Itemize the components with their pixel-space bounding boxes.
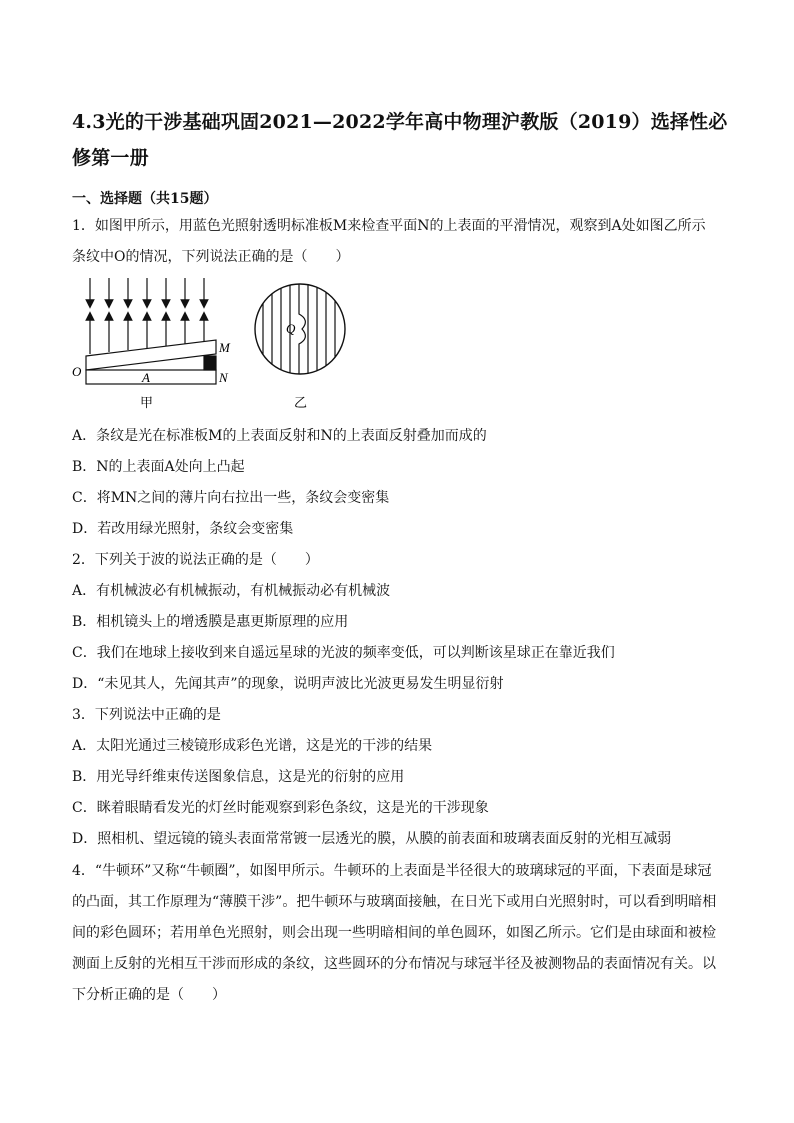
q1-stem-line1: 1．如图甲所示，用蓝色光照射透明标准板M来检查平面N的上表面的平滑情况，观察到A处如图乙所示: [72, 218, 706, 234]
q1-option-b: B．N的上表面A处向上凸起: [72, 459, 245, 475]
q3-option-a: A．太阳光通过三棱镜形成彩色光谱，这是光的干涉的结果: [72, 738, 433, 754]
label-O: O: [72, 364, 82, 379]
q1-figure: [66, 270, 386, 420]
q3-option-d: D．照相机、望远镜的镜头表面常常镀一层透光的膜，从膜的前表面和玻璃表面反射的光相互减弱: [72, 831, 672, 847]
fringe-pattern: [255, 280, 345, 380]
q2-option-b: B．相机镜头上的增透膜是惠更斯原理的应用: [72, 614, 349, 630]
q2-stem: 2．下列关于波的说法正确的是（ ）: [72, 552, 319, 568]
q2-option-a: A．有机械波必有机械振动，有机械振动必有机械波: [72, 583, 391, 599]
section-heading: 一、选择题（共15题）: [72, 191, 218, 207]
q3-option-c: C．眯着眼睛看发光的灯丝时能观察到彩色条纹，这是光的干涉现象: [72, 800, 489, 816]
page-title: 4.3光的干涉基础巩固2021—2022学年高中物理沪教版（2019）选择性必修第一册: [72, 111, 728, 169]
q2-option-c: C．我们在地球上接收到来自遥远星球的光波的频率变低，可以判断该星球正在靠近我们: [72, 645, 615, 661]
label-A: A: [142, 370, 150, 385]
q1-stem-line2: 条纹中O的情况，下列说法正确的是（ ）: [72, 249, 350, 265]
q3-stem: 3．下列说法中正确的是: [72, 707, 221, 723]
q4-stem: 4．“牛顿环”又称“牛顿圈”，如图甲所示。牛顿环的上表面是半径很大的玻璃球冠的平面，下表面是球冠的凸面，其工作原理为“薄膜干涉”。把牛顿环与玻璃面接触，在日光下或用白光照射时，可以看到明暗相间的彩色圆环；若用单色光照射，则会出现一些明暗相间的单色圆环，如图乙所示。它们是由球面和被检测面上反射的光相互干涉而形成的条纹，这些圆环的分布情况与球冠半径及被测物品的表面情况有关。以下分析正确的是（ ）: [72, 863, 717, 1003]
q1-option-a: A．条纹是光在标准板M的上表面反射和N的上表面反射叠加而成的: [72, 428, 487, 444]
caption-yi: 乙: [294, 396, 308, 411]
label-M: M: [219, 340, 230, 355]
q3-option-b: B．用光导纤维束传送图象信息，这是光的衍射的应用: [72, 769, 405, 785]
wedge-plates: [86, 340, 216, 384]
q1-option-d: D．若改用绿光照射，条纹会变密集: [72, 521, 294, 537]
label-N: N: [219, 370, 228, 385]
q1-option-c: C．将MN之间的薄片向右拉出一些，条纹会变密集: [72, 490, 390, 506]
label-Q: Q: [286, 321, 296, 336]
q2-option-d: D．“未见其人，先闻其声”的现象，说明声波比光波更易发生明显衍射: [72, 676, 504, 692]
caption-jia: 甲: [140, 396, 154, 411]
incident-light-arrows: [90, 278, 204, 304]
